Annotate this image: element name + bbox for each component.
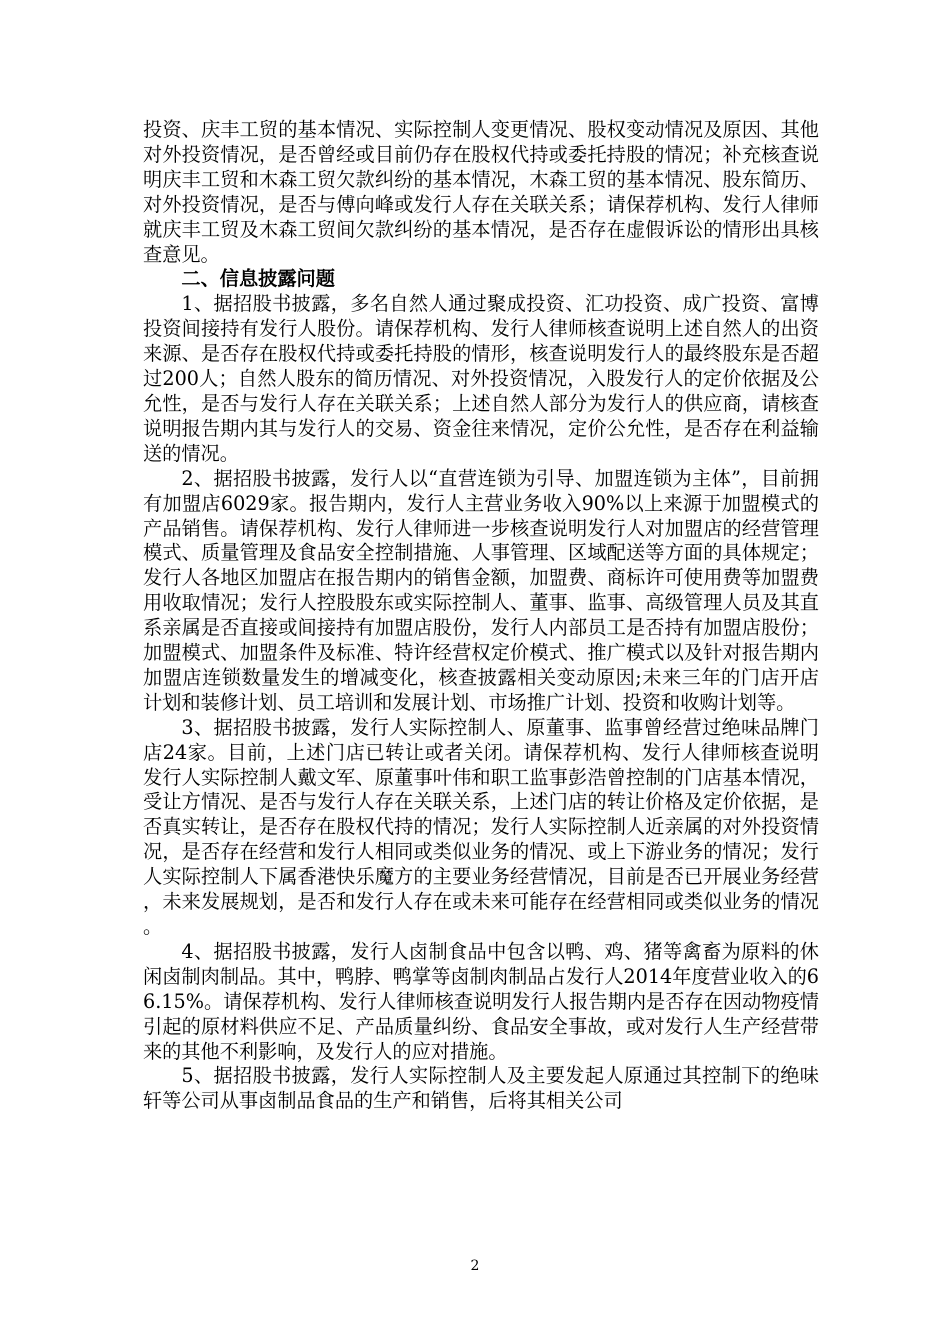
paragraph-item-5: 5、据招股书披露，发行人实际控制人及主要发起人原通过其控制下的绝味轩等公司从事卤制品食品的生产和销售，后将其相关公司	[143, 1064, 819, 1113]
page-number: 2	[470, 1258, 480, 1274]
continuation-paragraph: 投资、庆丰工贸的基本情况、实际控制人变更情况、股权变动情况及原因、其他对外投资情况，是否曾经或目前仍存在股权代持或委托持股的情况；补充核查说明庆丰工贸和木森工贸欠款纠纷的基本情况，木森工贸的基本情况、股东简历、对外投资情况，是否与傅向峰或发行人存在关联关系；请保荐机构、发行人律师就庆丰工贸及木森工贸间欠款纠纷的基本情况，是否存在虚假诉讼的情形出具核查意见。	[143, 118, 819, 266]
paragraph-item-2: 2、据招股书披露，发行人以“直营连锁为引导、加盟连锁为主体”，目前拥有加盟店6029家。报告期内，发行人主营业务收入90%以上来源于加盟模式的产品销售。请保荐机构、发行人律师进一步核查说明发行人对加盟店的经营管理模式、质量管理及食品安全控制措施、人事管理、区域配送等方面的具体规定；发行人各地区加盟店在报告期内的销售金额，加盟费、商标许可使用费等加盟费用收取情况；发行人控股股东或实际控制人、董事、监事、高级管理人员及其直系亲属是否直接或间接持有加盟店股份，发行人内部员工是否持有加盟店股份；加盟模式、加盟条件及标准、特许经营权定价模式、推广模式以及针对报告期内加盟店连锁数量发生的增减变化，核查披露相关变动原因;未来三年的门店开店计划和装修计划、员工培训和发展计划、市场推广计划、投资和收购计划等。	[143, 466, 819, 714]
paragraph-item-1: 1、据招股书披露，多名自然人通过聚成投资、汇功投资、成广投资、富博投资间接持有发行人股份。请保荐机构、发行人律师核查说明上述自然人的出资来源、是否存在股权代持或委托持股的情形，核查说明发行人的最终股东是否超过200人；自然人股东的简历情况、对外投资情况，入股发行人的定价依据及公允性，是否与发行人存在关联关系；上述自然人部分为发行人的供应商，请核查说明报告期内其与发行人的交易、资金往来情况，定价公允性，是否存在利益输送的情况。	[143, 292, 819, 465]
document-body	[143, 118, 819, 1114]
section-heading: 二、信息披露问题	[181, 267, 335, 291]
paragraph-item-4: 4、据招股书披露，发行人卤制食品中包含以鸭、鸡、猪等禽畜为原料的休闲卤制肉制品。其中，鸭脖、鸭掌等卤制肉制品占发行人2014年度营业收入的66.15%。请保荐机构、发行人律师核查说明发行人报告期内是否存在因动物疫情引起的原材料供应不足、产品质量纠纷、食品安全事故，或对发行人生产经营带来的其他不利影响，及发行人的应对措施。	[143, 939, 819, 1063]
paragraph-item-3: 3、据招股书披露，发行人实际控制人、原董事、监事曾经营过绝味品牌门店24家。目前，上述门店已转让或者关闭。请保荐机构、发行人律师核查说明发行人实际控制人戴文军、原董事叶伟和职工监事彭浩曾控制的门店基本情况，受让方情况、是否与发行人存在关联关系，上述门店的转让价格及定价依据，是否真实转让，是否存在股权代持的情况；发行人实际控制人近亲属的对外投资情况，是否存在经营和发行人相同或类似业务的情况、或上下游业务的情况；发行人实际控制人下属香港快乐魔方的主要业务经营情况，目前是否已开展业务经营，未来发展规划，是否和发行人存在或未来可能存在经营相同或类似业务的情况。	[143, 715, 819, 938]
